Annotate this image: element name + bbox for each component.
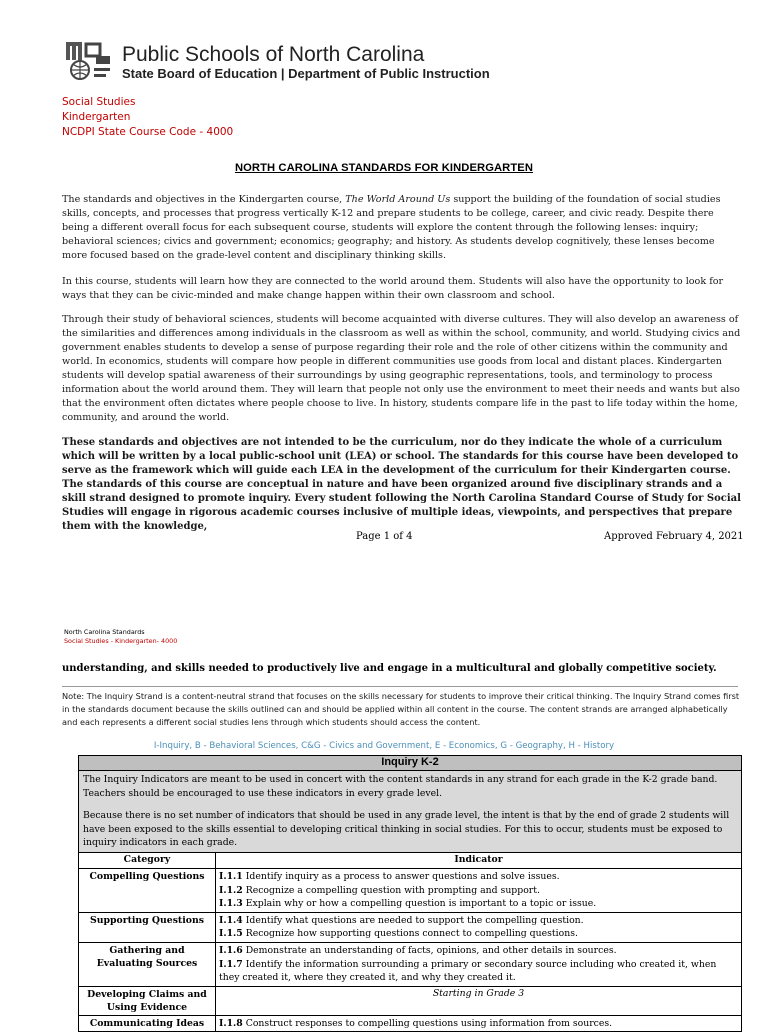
indicator-code: I.1.8 — [219, 1017, 243, 1029]
indicator-text: Explain why or how a compelling question is important to a topic or issue. — [242, 898, 597, 910]
indicator-text: Demonstrate an understanding of facts, opinions, and other details in sources. — [242, 944, 617, 956]
indicator-item — [219, 944, 738, 958]
indicator-item — [219, 927, 738, 941]
paragraph-intro — [62, 193, 742, 263]
org-subtitle: State Board of Education | Department of Public Instruction — [122, 66, 490, 81]
inquiry-table — [78, 755, 742, 1032]
indicator-cell — [216, 942, 742, 986]
table-title: Inquiry K-2 — [79, 756, 742, 771]
category-cell: Compelling Questions — [79, 868, 216, 912]
course-name: The World Around Us — [345, 194, 451, 205]
divider — [62, 686, 738, 687]
indicator-text: Construct responses to compelling questions using information from sources. — [242, 1017, 613, 1029]
approved-date: Approved February 4, 2021 — [604, 531, 744, 542]
indicator-code: I.1.2 — [219, 884, 243, 896]
indicator-item — [219, 897, 738, 911]
indicator-item — [219, 884, 738, 898]
indicator-code: I.1.5 — [219, 928, 243, 940]
subject-label: Social Studies — [62, 96, 136, 108]
indicator-cell — [216, 868, 742, 912]
indicator-text: Recognize a compelling question with prompting and support. — [242, 884, 540, 896]
table-row — [79, 986, 742, 1015]
indicator-text: Identify the information surrounding a primary or secondary source including who created it, when they created it, where they created it, and why they created it. — [219, 958, 717, 984]
indicator-code: I.1.7 — [219, 958, 243, 970]
page2-header-line2: Social Studies - Kindergarten- 4000 — [64, 637, 178, 645]
indicator-code: I.1.3 — [219, 898, 243, 910]
indicator-note: Starting in Grade 3 — [216, 986, 742, 1015]
indicator-item — [219, 914, 738, 928]
course-code: NCDPI State Course Code - 4000 — [62, 126, 234, 138]
indicator-cell — [216, 912, 742, 942]
strand-legend: I-Inquiry, B - Behavioral Sciences, C&G - Civics and Government, E - Economics, G - Geography, H - History — [153, 741, 615, 751]
table-intro-2: Because there is no set number of indicators that should be used in any grade level, the intent is that by the end of grade 2 students will have been exposed to the skills essential to developing critical thinking in social studies. For this to occur, students must be exposed to inquiry indicators in each grade. — [83, 810, 730, 849]
category-cell: Communicating Ideas — [79, 1015, 216, 1032]
category-cell: Supporting Questions — [79, 912, 216, 942]
table-row — [79, 912, 742, 942]
indicator-text: Identify inquiry as a process to answer questions and solve issues. — [242, 870, 560, 882]
paragraph-course: In this course, students will learn how they are connected to the world around them. Students will also have the opportunity to look for ways that they can be civic-minded and make change happen within their own classroom and school. — [62, 276, 724, 301]
column-header-indicator: Indicator — [216, 852, 742, 868]
paragraph-disclaimer: These standards and objectives are not intended to be the curriculum, nor do they indicate the whole of a curriculum which will be written by a local public-school unit (LEA) or school. The standards for this course have been developed to serve as the framework which will guide each LEA in the development of the curriculum for their Kindergarten course. The standards of this course are conceptual in nature and have been organized around five disciplinary strands and a skill strand designed to promote inquiry. Every student following the North Carolina Standard Course of Study for Social Studies will engage in rigorous academic courses inclusive of multiple ideas, viewpoints, and perspectives that prepare them with the knowledge, — [62, 437, 741, 532]
page2-header-line1: North Carolina Standards — [64, 628, 145, 636]
grade-label: Kindergarten — [62, 111, 131, 123]
paragraph-continuation: understanding, and skills needed to productively live and engage in a multicultural and globally competitive society. — [62, 663, 717, 674]
indicator-text: Identify what questions are needed to support the compelling question. — [242, 914, 584, 926]
paragraph-intro-b: support the building of the foundation of social studies skills, concepts, and processes that progress vertically K-12 and prepare students to be college, career, and civic ready. Despite there being a different overall focus for each subsequent course, students will explore the content through the following lenses: inquiry; behavioral sciences; civics and government; economics; geography; and history. As students develop cognitively, these lenses become more focused based on the grade-level content and disciplinary thinking skills. — [62, 194, 721, 261]
indicator-code: I.1.4 — [219, 914, 243, 926]
nc-dpi-logo — [64, 40, 112, 82]
indicator-text: Recognize how supporting questions connect to compelling questions. — [242, 928, 578, 940]
document-title: NORTH CAROLINA STANDARDS FOR KINDERGARTEN — [234, 162, 534, 174]
indicator-code: I.1.6 — [219, 944, 243, 956]
paragraph-lenses: Through their study of behavioral sciences, students will become acquainted with diverse cultures. They will also develop an awareness of the similarities and differences among individuals in the classroom as well as within the school, community, and world. Studying civics and government enables students to develop a sense of purpose regarding their role and the role of other citizens within the community and world. In economics, students will compare how people in different communities use goods from local and distant places. Kindergarten students will develop spatial awareness of their surroundings by using geographic representations, tools, and terminology to process information about the world around them. They will learn that people not only use the environment to meet their needs and wants but also that the environment often dictates where people choose to live. In history, students compare life in the past to life today within the home, community, and around the world. — [62, 314, 741, 423]
inquiry-note: Note: The Inquiry Strand is a content-neutral strand that focuses on the skills necessary for students to improve their critical thinking. The Inquiry Strand comes first in the standards document because the skills outlined can and should be applied within all content in the course. The content strands are arranged alphabetically and each represents a different social studies lens through which students should access the content. — [62, 691, 740, 727]
indicator-item — [219, 870, 738, 884]
indicator-code: I.1.1 — [219, 870, 243, 882]
category-cell: Gathering and Evaluating Sources — [79, 942, 216, 986]
page-number: Page 1 of 4 — [356, 531, 413, 542]
column-header-category: Category — [79, 852, 216, 868]
table-row — [79, 868, 742, 912]
indicator-item — [219, 958, 738, 985]
course-meta — [62, 95, 233, 140]
page2-running-header — [64, 628, 177, 646]
org-name: Public Schools of North Carolina — [122, 43, 425, 66]
category-cell: Developing Claims and Using Evidence — [79, 986, 216, 1015]
table-intro-1: The Inquiry Indicators are meant to be used in concert with the content standards in any strand for each grade in the K-2 grade band. Teachers should be encouraged to use these indicators in every grade level. — [83, 774, 718, 799]
paragraph-intro-a: The standards and objectives in the Kindergarten course, — [62, 194, 346, 205]
table-row — [79, 942, 742, 986]
table-intro — [79, 771, 742, 853]
